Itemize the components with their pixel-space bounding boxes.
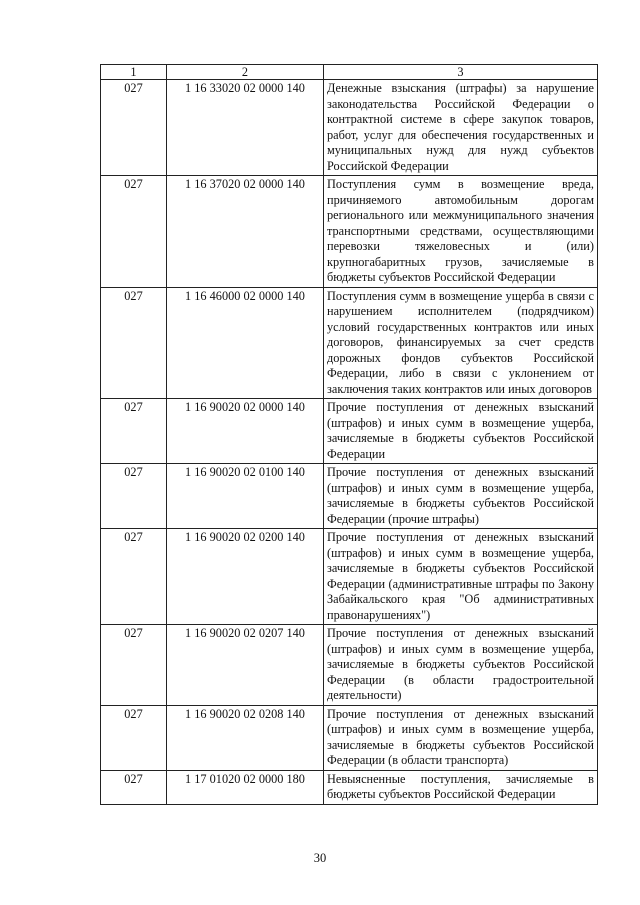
table-row [101,625,598,706]
revenue-name-cell: Денежные взыскания (штрафы) за нарушение законодательства Российской Федерации о контрактной системе в сфере закупок товаров, работ, услуг для обеспечения государственных и муниципальных нужд для нужд субъектов Российской Федерации [324,80,598,176]
admin-code-cell: 027 [101,705,167,770]
revenue-name-cell: Прочие поступления от денежных взысканий (штрафов) и иных сумм в возмещение ущерба, зачисляемые в бюджеты субъектов Российской Федерации (административные штрафы по Закону Забайкальского края "Об административных правонарушениях") [324,529,598,625]
admin-code-cell: 027 [101,80,167,176]
admin-code-cell: 027 [101,176,167,288]
budget-code-cell: 1 16 37020 02 0000 140 [167,176,324,288]
budget-code-cell: 1 16 90020 02 0208 140 [167,705,324,770]
table-row [101,770,598,804]
page-number: 30 [313,851,327,865]
budget-code-cell: 1 17 01020 02 0000 180 [167,770,324,804]
revenue-codes-table [100,64,598,805]
revenue-name-cell: Прочие поступления от денежных взысканий (штрафов) и иных сумм в возмещение ущерба, зачисляемые в бюджеты субъектов Российской Федерации [324,399,598,464]
admin-code-cell: 027 [101,287,167,399]
column-header: 2 [167,65,324,80]
table-row [101,705,598,770]
budget-code-cell: 1 16 46000 02 0000 140 [167,287,324,399]
table-row [101,80,598,176]
revenue-name-cell: Поступления сумм в возмещение ущерба в связи с нарушением исполнителем (подрядчиком) условий государственных контрактов или иных договоров, финансируемых за счет средств дорожных фондов субъектов Российской Федерации, либо в связи с уклонением от заключения таких контрактов или иных договоров [324,287,598,399]
admin-code-cell: 027 [101,464,167,529]
column-header: 3 [324,65,598,80]
revenue-name-cell: Прочие поступления от денежных взысканий (штрафов) и иных сумм в возмещение ущерба, зачисляемые в бюджеты субъектов Российской Федерации (в области транспорта) [324,705,598,770]
budget-code-cell: 1 16 90020 02 0200 140 [167,529,324,625]
table-row [101,399,598,464]
admin-code-cell: 027 [101,625,167,706]
budget-code-cell: 1 16 33020 02 0000 140 [167,80,324,176]
revenue-name-cell: Прочие поступления от денежных взысканий (штрафов) и иных сумм в возмещение ущерба, зачисляемые в бюджеты субъектов Российской Федерации (прочие штрафы) [324,464,598,529]
admin-code-cell: 027 [101,529,167,625]
table-row [101,176,598,288]
revenue-name-cell: Невыясненные поступления, зачисляемые в бюджеты субъектов Российской Федерации [324,770,598,804]
revenue-name-cell: Поступления сумм в возмещение вреда, причиняемого автомобильным дорогам регионального или межмуниципального значения транспортными средствами, осуществляющими перевозки тяжеловесных и (или) крупногабаритных грузов, зачисляемые в бюджеты субъектов Российской Федерации [324,176,598,288]
budget-code-cell: 1 16 90020 02 0100 140 [167,464,324,529]
budget-code-cell: 1 16 90020 02 0207 140 [167,625,324,706]
admin-code-cell: 027 [101,770,167,804]
budget-code-cell: 1 16 90020 02 0000 140 [167,399,324,464]
table-row [101,464,598,529]
table-header-row [101,65,598,80]
admin-code-cell: 027 [101,399,167,464]
revenue-name-cell: Прочие поступления от денежных взысканий (штрафов) и иных сумм в возмещение ущерба, зачисляемые в бюджеты субъектов Российской Федерации (в области градостроительной деятельности) [324,625,598,706]
table-row [101,529,598,625]
column-header: 1 [101,65,167,80]
table-row [101,287,598,399]
